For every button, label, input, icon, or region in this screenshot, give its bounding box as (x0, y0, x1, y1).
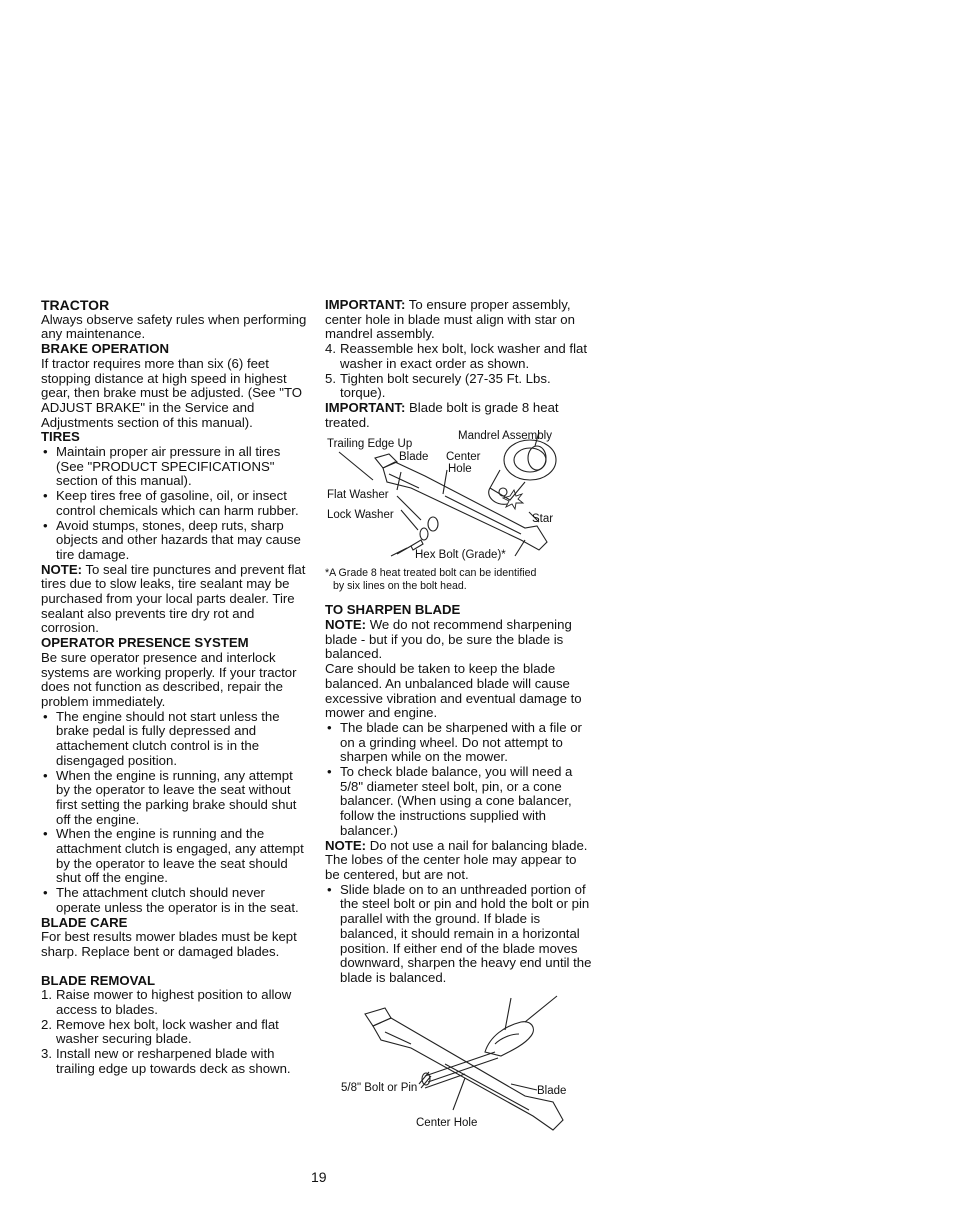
hex-bolt-label: Hex Bolt (Grade)* (415, 549, 506, 562)
list-item: • To check blade balance, you will need a 5/8" diameter steel bolt, pin, or a cone balancer. (When using a cone balancer, follow the instructions supplied with balancer.) (325, 765, 593, 839)
tires-heading: TIRES (41, 429, 80, 445)
list-item: • The engine should not start unless the brake pedal is fully depressed and attachement clutch control is in the disengaged position. (41, 710, 309, 769)
mandrel-assembly-label: Mandrel Assembly (458, 430, 552, 443)
note-label: NOTE: (325, 617, 367, 633)
sharpen-heading: TO SHARPEN BLADE (325, 602, 461, 618)
star-label: Star (532, 513, 554, 526)
slide-list (325, 883, 593, 986)
blade-assembly-diagram (325, 430, 593, 565)
list-item: 2. Remove hex bolt, lock washer and flat washer securing blade. (41, 1016, 279, 1047)
list-item: 1. Raise mower to highest position to allow access to blades. (41, 987, 292, 1018)
note-label: NOTE: (41, 561, 83, 577)
tractor-heading: TRACTOR (41, 297, 110, 313)
footnote-line-1: *A Grade 8 heat treated bolt can be identified (325, 567, 537, 580)
ops-list (41, 710, 309, 916)
bolt-footnote (325, 567, 593, 593)
ops-text: Be sure operator presence and interlock systems are working properly. If your tractor does not function as described, repair the problem immediately. (41, 649, 297, 709)
list-item: 4. Reassemble hex bolt, lock washer and flat washer in exact order as shown. (325, 341, 588, 371)
hole-label: Hole (448, 463, 472, 476)
sharpen-text: Care should be taken to keep the blade balanced. An unbalanced blade will cause excessive vibration and eventual damage to mower and engine. (325, 661, 582, 721)
page-number: 19 (311, 1169, 327, 1185)
assembly-steps (325, 342, 593, 401)
removal-steps (41, 988, 309, 1076)
list-item: • When the engine is running and the attachment clutch is engaged, any attempt by the operator to leave the seat should shut off the engine. (41, 827, 309, 886)
sharpen-note: NOTE: We do not recommend sharpening blade - but if you do, be sure the blade is balanced. (325, 617, 572, 662)
footnote-line-2: by six lines on the bolt head. (333, 580, 467, 593)
bolt-or-pin-label: 5/8" Bolt or Pin (341, 1081, 418, 1094)
list-item: • The blade can be sharpened with a file or on a grinding wheel. Do not attempt to sharpen while on the mower. (325, 721, 593, 765)
left-column (41, 298, 309, 1077)
brake-heading: BRAKE OPERATION (41, 341, 169, 357)
tires-list (41, 445, 309, 563)
tractor-intro: Always observe safety rules when performing any maintenance. (41, 311, 307, 342)
list-item: • Keep tires free of gasoline, oil, or insect control chemicals which can harm rubber. (41, 489, 309, 518)
note-label: NOTE: (325, 837, 367, 853)
important-note: IMPORTANT: To ensure proper assembly, center hole in blade must align with star on mandrel assembly. (325, 297, 575, 342)
list-item: 3. Install new or resharpened blade with trailing edge up towards deck as shown. (41, 1046, 291, 1076)
important-label: IMPORTANT: (325, 399, 406, 415)
list-item: • The attachment clutch should never operate unless the operator is in the seat. (41, 886, 309, 915)
blade-care-text: For best results mower blades must be kept sharp. Replace bent or damaged blades. (41, 929, 297, 959)
ops-heading: OPERATOR PRESENCE SYSTEM (41, 635, 249, 651)
blade-care-heading: BLADE CARE (41, 914, 128, 930)
brake-text: If tractor requires more than six (6) feet stopping distance at high speed in highest gear, then brake must be adjusted. (See "TO ADJUST BRAKE" in the Service and Adjustments section of this manual). (41, 355, 303, 430)
right-column (325, 298, 593, 1142)
important-note-2: IMPORTANT: Blade bolt is grade 8 heat treated. (325, 399, 559, 430)
important-label: IMPORTANT: (325, 297, 406, 312)
center-hole-label: Center Hole (416, 1116, 478, 1129)
list-item: 5. Tighten bolt securely (27-35 Ft. Lbs. torque). (325, 370, 551, 401)
blade-balance-diagram (325, 992, 593, 1142)
nail-note: NOTE: Do not use a nail for balancing blade. The lobes of the center hole may appear to be centered, but are not. (325, 837, 588, 882)
trailing-edge-label: Trailing Edge Up (327, 438, 413, 451)
blade-removal-heading: BLADE REMOVAL (41, 972, 156, 988)
blade-label-2: Blade (537, 1084, 567, 1097)
tires-note-text: To seal tire punctures and prevent flat tires due to slow leaks, tire sealant may be purchased from your local parts dealer. Tire sealant also prevents tire dry rot and corrosion. (41, 561, 306, 636)
list-item: • When the engine is running, any attempt by the operator to leave the seat without first setting the parking brake should shut off the engine. (41, 769, 309, 828)
list-item: • Slide blade on to an unthreaded portion of the steel bolt or pin and hold the bolt or pin parallel with the ground. If blade is balanced, it should remain in a horizontal position. If either end of the blade moves downward, sharpen the heavy end until the blade is balanced. (325, 883, 593, 986)
sharpen-list (325, 721, 593, 839)
center-label: Center (446, 451, 481, 464)
list-item: • Maintain proper air pressure in all tires (See "PRODUCT SPECIFICATIONS" section of this manual). (41, 445, 309, 489)
tires-note (41, 563, 309, 637)
blade-label: Blade (399, 451, 429, 464)
lock-washer-label: Lock Washer (327, 509, 394, 522)
list-item: • Avoid stumps, stones, deep ruts, sharp objects and other hazards that may cause tire damage. (41, 519, 309, 563)
flat-washer-label: Flat Washer (327, 489, 389, 502)
